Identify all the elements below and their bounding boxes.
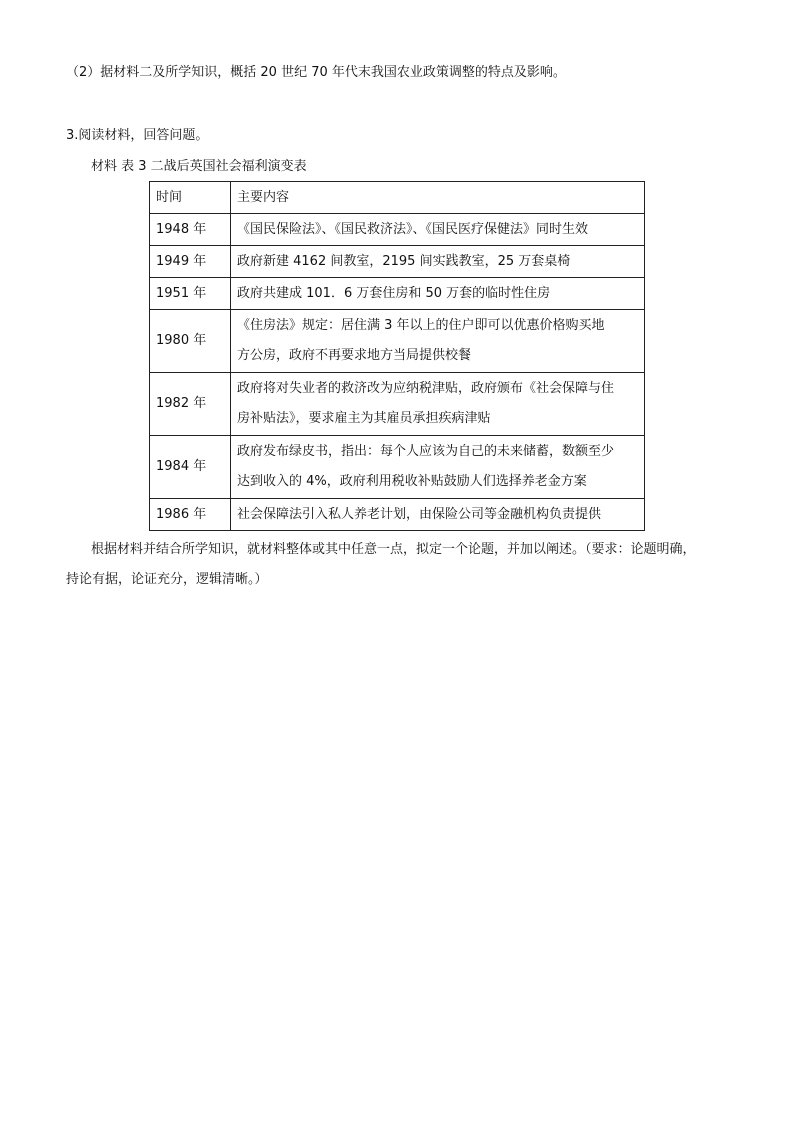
row-content — [231, 310, 645, 373]
table-row — [150, 246, 645, 278]
row-content-line: 政府新建 4162 间教室，2195 间实践教室，25 万套桌椅 — [237, 253, 571, 269]
row-year: 1982 年 — [150, 373, 231, 436]
row-year: 1980 年 — [150, 310, 231, 373]
row-year: 1948 年 — [150, 214, 231, 246]
table-header-row — [150, 182, 645, 214]
row-year: 1951 年 — [150, 278, 231, 310]
row-content-line: 政府将对失业者的救济改为应纳税津贴，政府颁布《社会保障与住 — [237, 381, 615, 396]
row-content — [231, 373, 645, 436]
welfare-table — [149, 181, 645, 531]
row-content-line: 政府发布绿皮书，指出：每个人应该为自己的未来储蓄，数额至少 — [237, 444, 615, 459]
question-2-text: （2）据材料二及所学知识，概括 20 世纪 70 年代末我国农业政策调整的特点及影响。 — [66, 65, 566, 80]
table-row — [150, 310, 645, 373]
row-content — [231, 214, 645, 246]
table-row — [150, 373, 645, 436]
row-content — [231, 278, 645, 310]
row-content — [231, 436, 645, 499]
row-content-line: 社会保障法引入私人养老计划，由保险公司等金融机构负责提供 — [237, 506, 602, 522]
row-content-line: 达到收入的 4%，政府利用税收补贴鼓励人们选择养老金方案 — [237, 474, 587, 489]
row-content — [231, 499, 645, 531]
table-row — [150, 278, 645, 310]
row-content — [231, 246, 645, 278]
row-content-line: 《住房法》规定：居住满 3 年以上的住户即可以优惠价格购买地 — [237, 318, 605, 333]
row-content-line: 方公房，政府不再要求地方当局提供校餐 — [237, 348, 472, 363]
row-content-line: 政府共建成 101．6 万套住房和 50 万套的临时性住房 — [237, 285, 551, 301]
instruction-line-2: 持论有据，论证充分，逻辑清晰。） — [66, 572, 268, 587]
question-3-title: 3.阅读材料，回答问题。 — [66, 128, 209, 143]
table-row — [150, 436, 645, 499]
row-year: 1949 年 — [150, 246, 231, 278]
row-content-line: 房补贴法》，要求雇主为其雇员承担疾病津贴 — [237, 411, 491, 426]
instruction-line-1: 根据材料并结合所学知识，就材料整体或其中任意一点，拟定一个论题，并加以阐述。（要求：论题明确， — [91, 542, 696, 557]
row-year: 1984 年 — [150, 436, 231, 499]
table-caption: 材料 表 3 二战后英国社会福利演变表 — [91, 159, 307, 174]
header-content: 主要内容 — [231, 182, 645, 214]
row-content-line: 《国民保险法》、《国民救济法》、《国民医疗保健法》同时生效 — [237, 221, 589, 237]
row-year: 1986 年 — [150, 499, 231, 531]
table-row — [150, 214, 645, 246]
header-time: 时间 — [150, 182, 231, 214]
table-row — [150, 499, 645, 531]
